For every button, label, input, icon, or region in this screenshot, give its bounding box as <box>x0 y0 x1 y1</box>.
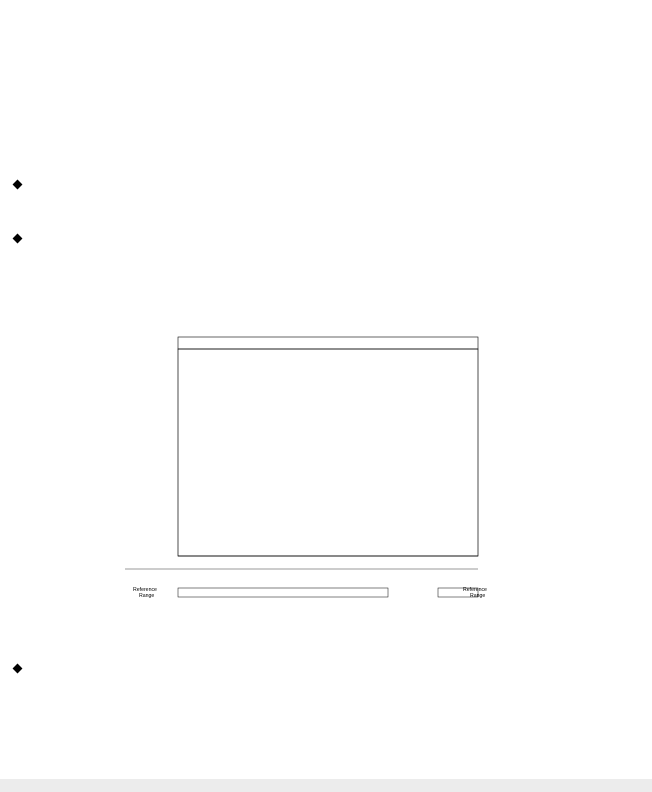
method-heading <box>14 177 31 192</box>
chart-background <box>120 334 488 640</box>
bullet-diamond-icon <box>13 664 23 674</box>
comment-heading <box>14 661 31 676</box>
bullet-diamond-icon <box>13 180 23 190</box>
ref-row-label-2: Range <box>139 593 155 599</box>
ref-right-label-1: Reference <box>463 587 487 593</box>
ref-row-label-1: Reference <box>133 587 157 593</box>
lipoprint-chart <box>120 334 488 640</box>
result-heading <box>14 231 31 246</box>
bullet-diamond-icon <box>13 234 23 244</box>
page-footer-bar <box>0 779 652 792</box>
ref-right-label-2: Range <box>470 593 486 599</box>
